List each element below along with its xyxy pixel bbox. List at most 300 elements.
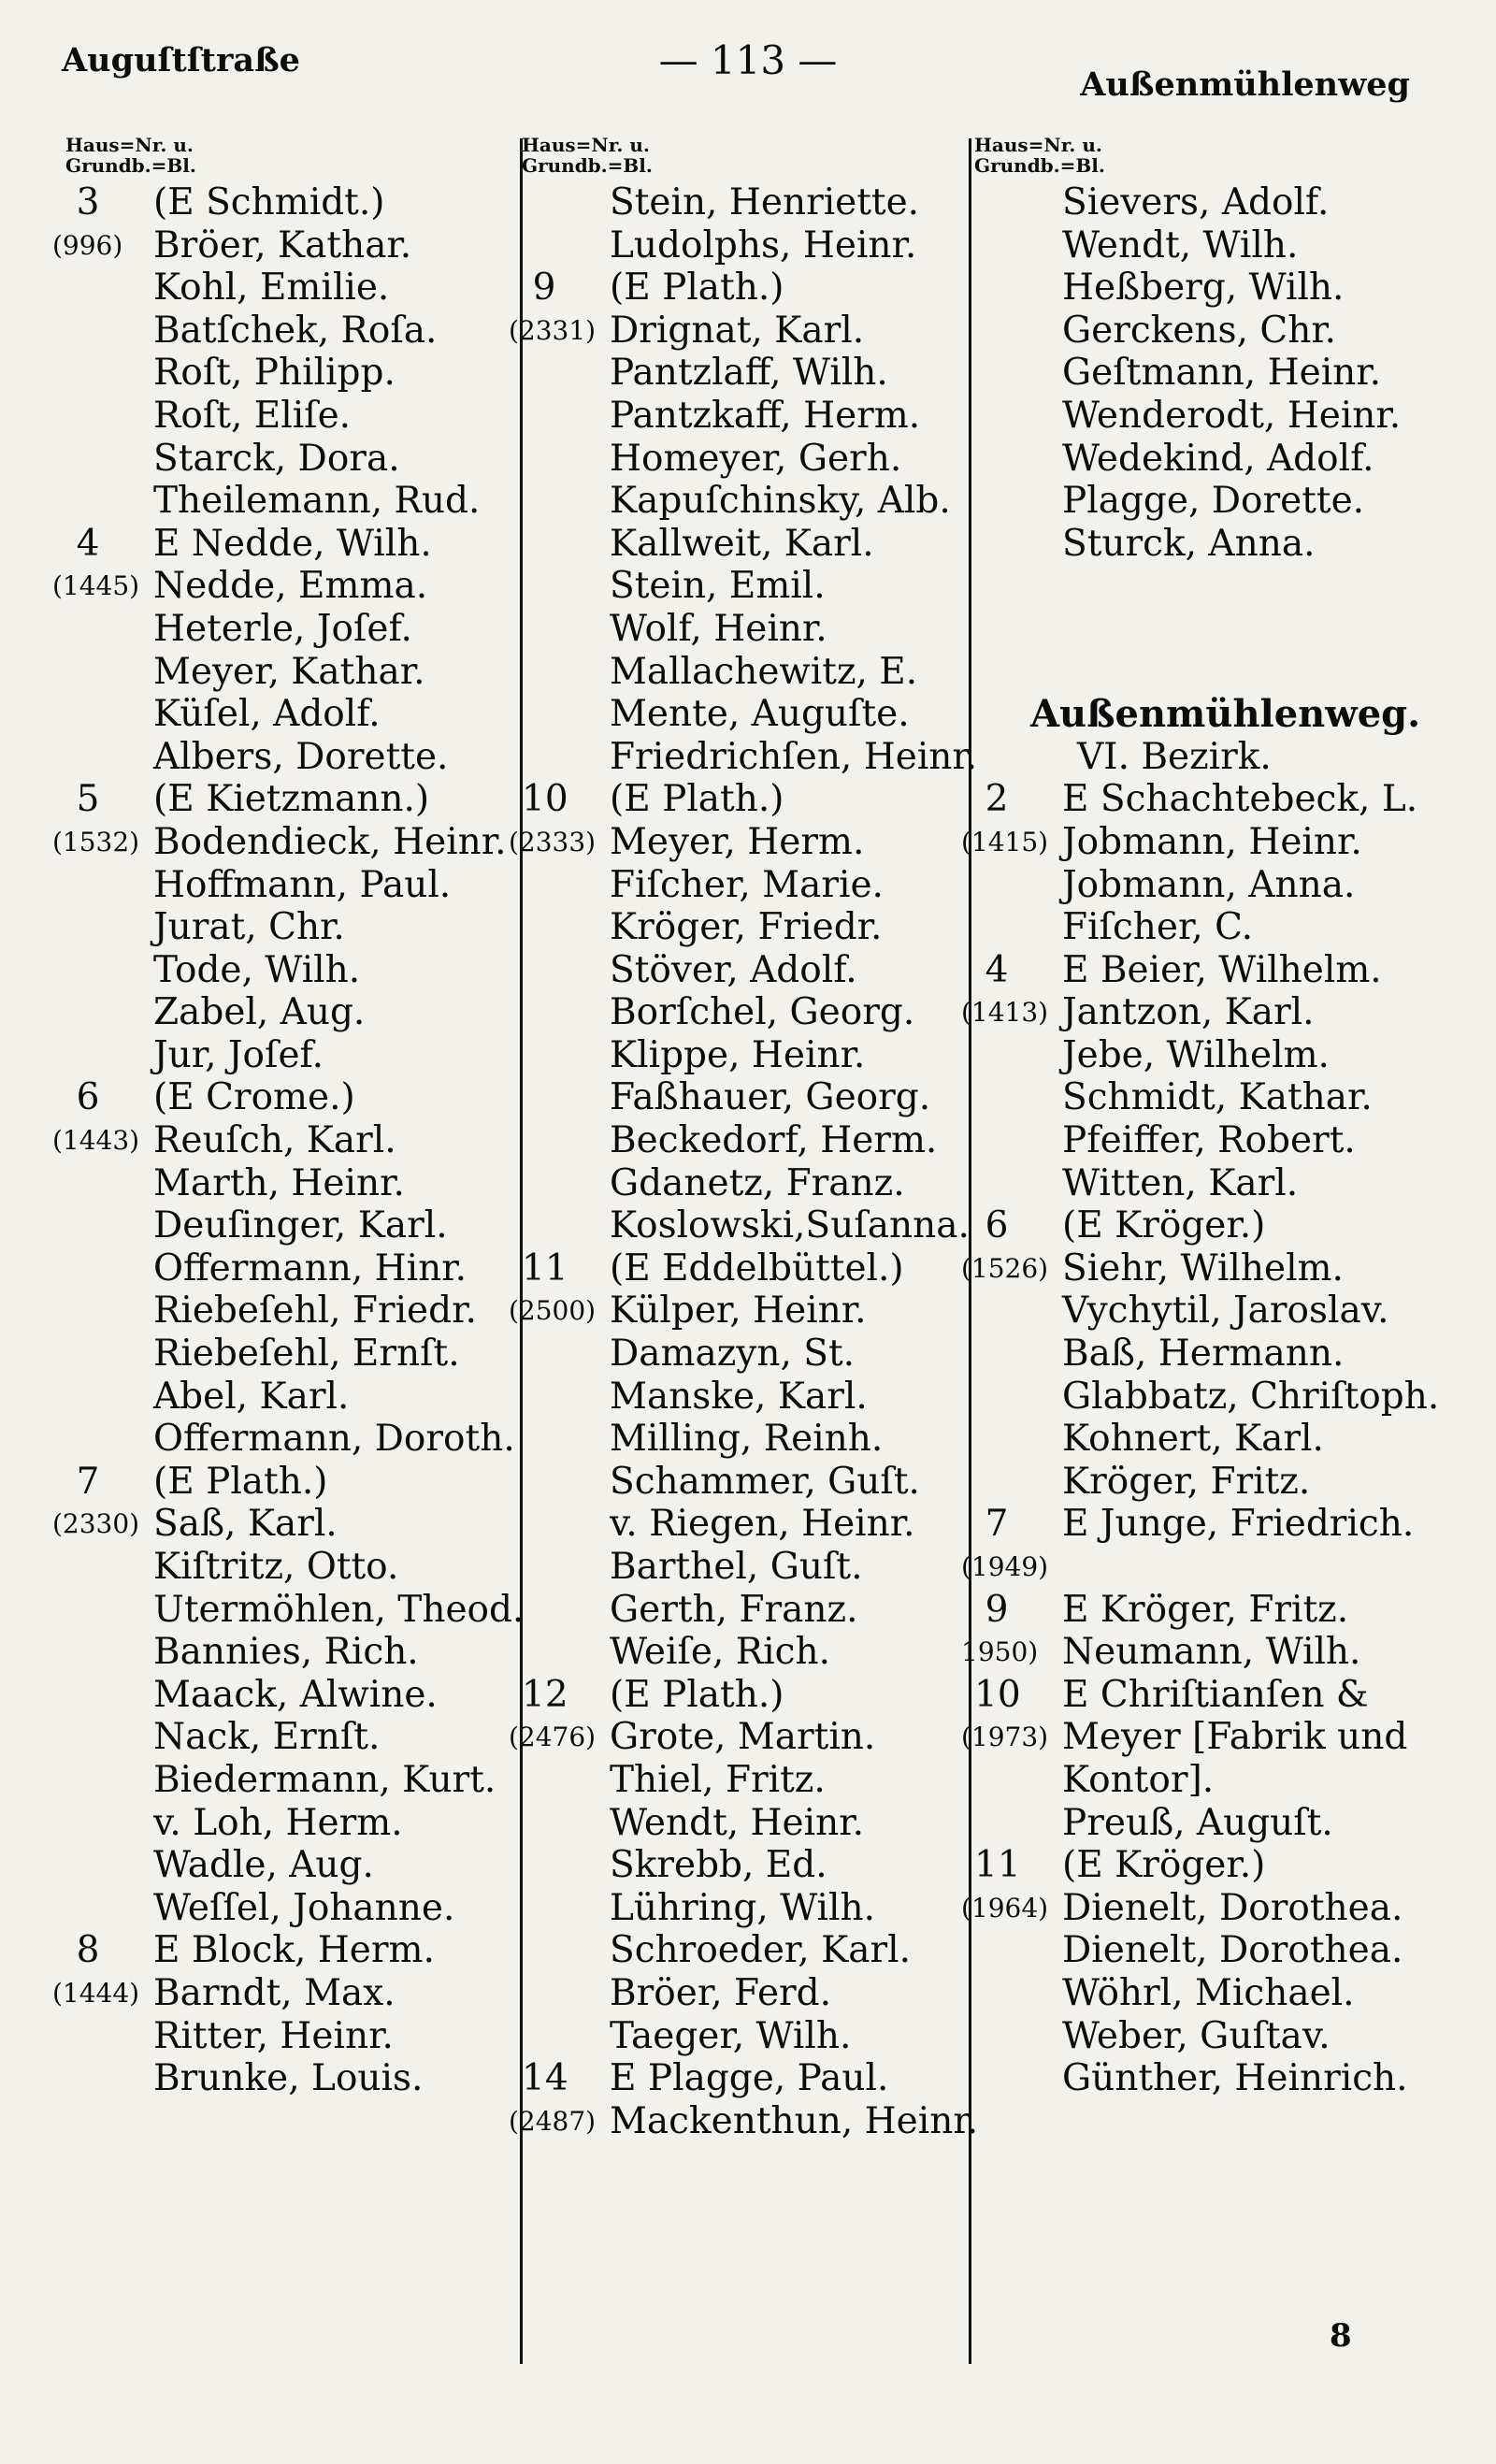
resident-name: Homeyer, Gerh. — [610, 437, 902, 480]
list-item — [974, 181, 1442, 224]
column-3 — [961, 134, 1442, 2100]
resident-name: Abel, Karl. — [153, 1375, 350, 1418]
resident-name: Damazyn, St. — [610, 1333, 856, 1376]
list-item — [65, 1333, 514, 1376]
resident-name: Gerckens, Chr. — [1062, 309, 1337, 352]
list-item — [65, 1674, 514, 1717]
resident-name: Witten, Karl. — [1062, 1161, 1299, 1204]
house-number: 9 — [985, 1588, 1009, 1631]
resident-name: Mente, Auguſte. — [610, 693, 910, 736]
resident-name: Günther, Heinrich. — [1062, 2057, 1408, 2100]
list-item — [522, 1589, 971, 1632]
street-header-left: Auguſtſtraße — [62, 41, 300, 79]
resident-name: (E Crome.) — [153, 1076, 355, 1119]
resident-name: E Beier, Wilhelm. — [1062, 948, 1382, 991]
resident-name: Schroeder, Karl. — [610, 1929, 911, 1972]
register-number: (2331) — [509, 314, 597, 346]
resident-name: (E Schmidt.) — [153, 181, 385, 223]
resident-name: Saß, Karl. — [153, 1503, 338, 1546]
resident-name: Neumann, Wilh. — [1062, 1631, 1361, 1674]
list-item — [65, 2057, 514, 2100]
register-number: (2487) — [509, 2105, 597, 2137]
list-item — [974, 1461, 1442, 1504]
resident-name: Offermann, Hinr. — [153, 1246, 468, 1290]
house-number: 6 — [985, 1204, 1009, 1247]
resident-name: Kohl, Emilie. — [153, 267, 390, 310]
resident-name: Wolf, Heinr. — [610, 607, 827, 650]
resident-name: Barndt, Max. — [153, 1971, 396, 2014]
resident-name: (E Kietzmann.) — [153, 778, 430, 821]
house-number: 14 — [522, 2057, 568, 2100]
resident-name: Beckedorf, Herm. — [610, 1119, 938, 1162]
list-item — [522, 1119, 971, 1162]
list-item — [522, 352, 971, 395]
resident-name: Dienelt, Dorothea. — [1062, 1929, 1403, 1972]
page-number: — 113 — — [658, 37, 838, 83]
list-item — [522, 565, 971, 608]
list-item — [522, 693, 971, 736]
resident-name: Külper, Heinr. — [610, 1290, 867, 1333]
house-number: 10 — [974, 1673, 1021, 1716]
register-number: (1445) — [52, 570, 140, 602]
resident-name: Kiſtritz, Otto. — [153, 1546, 399, 1588]
resident-name: Glabbatz, Chriſtoph. — [1062, 1375, 1440, 1418]
list-item — [961, 1716, 1442, 1759]
list-item — [974, 1674, 1442, 1717]
list-item — [522, 1076, 971, 1119]
list-item — [522, 1631, 971, 1674]
list-item — [522, 1972, 971, 2015]
list-item — [522, 1887, 971, 1930]
house-number: 4 — [76, 522, 100, 565]
register-number: (1444) — [52, 1977, 140, 2009]
resident-name: Jobmann, Heinr. — [1062, 820, 1362, 863]
list-item — [52, 223, 514, 267]
resident-name: Bröer, Kathar. — [153, 223, 412, 267]
list-item — [974, 1972, 1442, 2015]
resident-name: Schmidt, Kathar. — [1062, 1076, 1373, 1119]
list-item — [65, 651, 514, 694]
list-item — [522, 735, 978, 779]
register-number: (1964) — [961, 1892, 1049, 1924]
resident-name: Taeger, Wilh. — [610, 2014, 852, 2057]
resident-name: Fiſcher, Marie. — [610, 863, 884, 906]
list-item — [522, 1204, 971, 1247]
list-item — [974, 438, 1442, 481]
register-number: (1443) — [52, 1125, 140, 1157]
list-item — [522, 1674, 971, 1717]
list-item — [974, 1333, 1442, 1376]
list-item — [65, 1290, 514, 1333]
list-item — [974, 480, 1442, 523]
resident-name: Riebeſehl, Friedr. — [153, 1290, 477, 1333]
resident-name: v. Loh, Herm. — [153, 1801, 403, 1844]
house-number: 12 — [522, 1673, 568, 1716]
spacer — [974, 608, 1442, 651]
list-item — [65, 608, 514, 651]
resident-name: Koslowski,Suſanna. — [610, 1204, 970, 1247]
list-item — [974, 778, 1442, 821]
list-item — [65, 1162, 514, 1205]
resident-name: Gdanetz, Franz. — [610, 1161, 905, 1204]
list-item — [522, 1929, 971, 1972]
resident-name: Vychytil, Jaroslav. — [1062, 1290, 1389, 1333]
list-item — [522, 651, 971, 694]
house-number: 11 — [522, 1246, 568, 1290]
resident-name: Klippe, Heinr. — [610, 1033, 866, 1076]
house-number: 4 — [985, 948, 1009, 991]
list-item — [974, 310, 1442, 353]
list-item — [961, 991, 1442, 1034]
column-heading: Haus=Nr. u. Grundb.=Bl. — [65, 134, 196, 177]
resident-name: Ludolphs, Heinr. — [610, 223, 917, 267]
resident-name: Biedermann, Kurt. — [153, 1758, 496, 1801]
resident-name: Wöhrl, Michael. — [1062, 1971, 1355, 2014]
list-item — [52, 1503, 514, 1546]
resident-name: E Plagge, Paul. — [610, 2057, 889, 2100]
list-item — [974, 395, 1442, 438]
list-item — [65, 480, 514, 523]
resident-name: Schammer, Guſt. — [610, 1460, 920, 1503]
list-item — [65, 693, 514, 736]
list-item — [65, 864, 514, 907]
resident-name: Borſchel, Georg. — [610, 991, 915, 1034]
list-item — [974, 1844, 1442, 1887]
resident-name: E Junge, Friedrich. — [1062, 1503, 1415, 1546]
list-item — [974, 224, 1442, 267]
resident-name: Hoffmann, Paul. — [153, 863, 452, 906]
resident-name: Grote, Martin. — [610, 1716, 876, 1759]
resident-name: Starck, Dora. — [153, 437, 400, 480]
resident-name: Bannies, Rich. — [153, 1631, 419, 1674]
column-2 — [509, 134, 979, 2142]
resident-name: Marth, Heinr. — [153, 1161, 405, 1204]
resident-name: Siehr, Wilhelm. — [1062, 1246, 1344, 1290]
list-item — [974, 736, 1442, 779]
house-number: 8 — [76, 1929, 100, 1972]
resident-name: Jurat, Chr. — [153, 906, 345, 949]
list-item — [974, 1503, 1442, 1546]
list-item — [961, 1246, 1442, 1290]
resident-name: Wadle, Aug. — [153, 1844, 374, 1887]
list-item — [522, 949, 971, 992]
house-number: 9 — [532, 267, 556, 310]
street-header-right: Außenmühlenweg — [1080, 65, 1410, 104]
list-item — [961, 1546, 1442, 1589]
list-item — [974, 906, 1442, 949]
resident-name: Barthel, Guſt. — [610, 1546, 863, 1588]
resident-name: E Nedde, Wilh. — [153, 522, 432, 565]
register-number: (1415) — [961, 826, 1049, 857]
list-item — [974, 1076, 1442, 1119]
resident-name: Faßhauer, Georg. — [610, 1076, 931, 1119]
house-number: 5 — [76, 778, 100, 821]
resident-name: Meyer, Herm. — [610, 820, 865, 863]
resident-name: Weiſe, Rich. — [610, 1631, 830, 1674]
list-item — [65, 1034, 514, 1077]
list-item — [52, 565, 514, 608]
list-item — [974, 523, 1442, 566]
signature-mark: 8 — [1330, 2317, 1352, 2355]
resident-name: Offermann, Doroth. — [153, 1418, 515, 1461]
house-number: 3 — [76, 181, 100, 223]
list-item — [522, 267, 971, 310]
list-item — [65, 1546, 514, 1589]
resident-name: Thiel, Fritz. — [610, 1758, 826, 1801]
list-item — [522, 1376, 971, 1419]
list-item — [522, 1503, 971, 1546]
resident-name: E Kröger, Fritz. — [1062, 1588, 1349, 1631]
register-number: (2500) — [509, 1295, 597, 1327]
list-item — [65, 310, 514, 353]
house-number: 10 — [522, 778, 568, 821]
resident-name: Jantzon, Karl. — [1062, 991, 1315, 1034]
column-2-entries — [509, 181, 979, 2142]
list-item — [522, 1418, 971, 1461]
resident-name: Kallweit, Karl. — [610, 522, 874, 565]
house-number: 11 — [974, 1844, 1021, 1887]
resident-name: (E Plath.) — [610, 267, 784, 310]
resident-name: Brunke, Louis. — [153, 2057, 424, 2100]
resident-name: Nack, Ernſt. — [153, 1716, 381, 1759]
list-item — [522, 778, 971, 821]
resident-name: Meyer [Fabrik und — [1062, 1716, 1408, 1759]
column-heading: Haus=Nr. u. Grundb.=Bl. — [522, 134, 653, 177]
list-item — [65, 1204, 514, 1247]
list-item — [974, 352, 1442, 395]
resident-name: (E Kröger.) — [1062, 1844, 1266, 1887]
list-item — [522, 1034, 971, 1077]
list-item — [65, 736, 514, 779]
resident-name: Ritter, Heinr. — [153, 2014, 394, 2057]
resident-name: Drignat, Karl. — [610, 309, 865, 352]
resident-name: Heterle, Joſef. — [153, 607, 412, 650]
resident-name: Wedekind, Adolf. — [1062, 437, 1374, 480]
resident-name: Pantzkaff, Herm. — [610, 394, 921, 437]
resident-name: Jur, Joſef. — [153, 1033, 324, 1076]
resident-name: Nedde, Emma. — [153, 565, 428, 608]
resident-name: Stöver, Adolf. — [610, 948, 857, 991]
list-item — [65, 906, 514, 949]
list-item — [522, 395, 971, 438]
list-item — [65, 1887, 514, 1930]
resident-name: Küſel, Adolf. — [153, 693, 381, 736]
resident-name: E Chriſtianſen & — [1062, 1673, 1369, 1716]
list-item — [522, 906, 971, 949]
resident-name: Friedrichſen, Heinr. — [610, 735, 978, 778]
house-number: 7 — [76, 1460, 100, 1503]
list-item — [974, 1034, 1442, 1077]
resident-name: Roſt, Eliſe. — [153, 394, 352, 437]
house-number: 6 — [76, 1076, 100, 1119]
resident-name: Utermöhlen, Theod. — [153, 1588, 525, 1631]
list-item — [522, 864, 971, 907]
list-item — [509, 309, 971, 353]
list-item — [974, 1418, 1442, 1461]
list-item — [974, 1162, 1442, 1205]
register-number: (1413) — [961, 997, 1049, 1029]
resident-name: Gerth, Franz. — [610, 1588, 858, 1631]
resident-name: Reuſch, Karl. — [153, 1119, 396, 1162]
list-item — [961, 1886, 1442, 1930]
list-item — [65, 2015, 514, 2058]
list-item — [522, 2015, 971, 2058]
resident-name: Jebe, Wilhelm. — [1062, 1033, 1330, 1076]
resident-name: (E Plath.) — [610, 778, 784, 821]
resident-name: v. Riegen, Heinr. — [610, 1503, 915, 1546]
list-item — [522, 181, 971, 224]
list-item — [974, 1589, 1442, 1632]
resident-name: Roſt, Philipp. — [153, 352, 396, 395]
register-number: (1973) — [961, 1722, 1049, 1753]
resident-name: Milling, Reinh. — [610, 1418, 884, 1461]
list-item — [974, 693, 1442, 736]
list-item — [522, 1802, 971, 1845]
column-1-entries — [52, 181, 525, 2100]
resident-name: Maack, Alwine. — [153, 1673, 438, 1716]
list-item — [522, 1546, 971, 1589]
list-item — [974, 1802, 1442, 1845]
list-item — [65, 1631, 514, 1674]
resident-name: Stein, Henriette. — [610, 181, 920, 223]
list-item — [974, 1376, 1442, 1419]
list-item — [522, 1461, 971, 1504]
resident-name: Baß, Hermann. — [1062, 1333, 1345, 1376]
list-item — [65, 1802, 514, 1845]
resident-name: Kröger, Friedr. — [610, 906, 883, 949]
list-item — [65, 778, 514, 821]
resident-name: Plagge, Dorette. — [1062, 480, 1365, 523]
list-item — [65, 523, 514, 566]
list-item — [961, 820, 1442, 864]
list-item — [65, 438, 514, 481]
register-number: (2330) — [52, 1508, 140, 1540]
list-item — [522, 2057, 971, 2100]
resident-name: Dienelt, Dorothea. — [1062, 1886, 1403, 1929]
list-item — [522, 1333, 971, 1376]
section-title: Außenmühlenweg. — [1030, 692, 1421, 737]
register-number: (2476) — [509, 1722, 597, 1753]
list-item — [522, 1844, 971, 1887]
list-item — [974, 2057, 1442, 2100]
resident-name: Preuß, Auguſt. — [1062, 1801, 1333, 1844]
list-item — [52, 820, 514, 864]
list-item — [522, 224, 971, 267]
register-number: (2333) — [509, 826, 597, 857]
resident-name: Lühring, Wilh. — [610, 1886, 875, 1929]
list-item — [522, 608, 971, 651]
list-item — [961, 1631, 1442, 1674]
register-number: (1949) — [961, 1551, 1049, 1582]
resident-name: Jobmann, Anna. — [1062, 863, 1356, 906]
column-3-entries — [961, 181, 1442, 2100]
column-1 — [52, 134, 525, 2100]
resident-name: Bröer, Ferd. — [610, 1971, 832, 2014]
list-item — [65, 181, 514, 224]
list-item — [65, 1418, 514, 1461]
resident-name: Meyer, Kathar. — [153, 650, 425, 693]
list-item — [974, 2015, 1442, 2058]
resident-name: Mallachewitz, E. — [610, 650, 918, 693]
list-item — [509, 2099, 979, 2143]
resident-name: Pantzlaff, Wilh. — [610, 352, 888, 395]
resident-name: E Schachtebeck, L. — [1062, 778, 1418, 821]
spacer — [974, 651, 1442, 694]
resident-name: Skrebb, Ed. — [610, 1844, 827, 1887]
list-item — [974, 267, 1442, 310]
house-number: 7 — [985, 1503, 1009, 1546]
list-item — [65, 991, 514, 1034]
resident-name: Geſtmann, Heinr. — [1062, 352, 1382, 395]
list-item — [65, 949, 514, 992]
register-number: (1532) — [52, 826, 140, 857]
list-item — [974, 1119, 1442, 1162]
resident-name: Kontor]. — [1062, 1758, 1215, 1801]
list-item — [65, 1247, 514, 1290]
resident-name: (E Kröger.) — [1062, 1204, 1266, 1247]
resident-name: Wendt, Wilh. — [1062, 223, 1299, 267]
resident-name: Bodendieck, Heinr. — [153, 820, 507, 863]
list-item — [65, 1588, 525, 1632]
list-item — [509, 1716, 971, 1759]
resident-name: Mackenthun, Heinr. — [610, 2099, 979, 2142]
list-item — [65, 1461, 514, 1504]
list-item — [65, 1929, 514, 1972]
list-item — [522, 991, 971, 1034]
list-item — [522, 1247, 971, 1290]
register-number: 1950) — [961, 1636, 1039, 1668]
district-label: VI. Bezirk. — [1077, 735, 1272, 778]
list-item — [65, 352, 514, 395]
resident-name: (E Plath.) — [610, 1673, 784, 1716]
resident-name: Manske, Karl. — [610, 1375, 868, 1418]
resident-name: Zabel, Aug. — [153, 991, 366, 1034]
resident-name: Tode, Wilh. — [153, 948, 361, 991]
register-number: (1526) — [961, 1252, 1049, 1284]
list-item — [522, 1759, 971, 1802]
resident-name: Deuſinger, Karl. — [153, 1204, 448, 1247]
list-item — [509, 1290, 971, 1333]
resident-name: Riebeſehl, Ernſt. — [153, 1333, 460, 1376]
list-item — [65, 1716, 514, 1759]
list-item — [52, 1971, 514, 2015]
list-item — [522, 523, 971, 566]
spacer — [974, 565, 1442, 608]
resident-name: Wendt, Heinr. — [610, 1801, 864, 1844]
resident-name: E Block, Herm. — [153, 1929, 435, 1972]
resident-name: Fiſcher, C. — [1062, 906, 1254, 949]
list-item — [974, 949, 1442, 992]
house-number: 2 — [985, 778, 1009, 821]
list-item — [974, 1290, 1442, 1333]
list-item — [522, 438, 971, 481]
list-item — [974, 864, 1442, 907]
resident-name: Wenderodt, Heinr. — [1062, 394, 1402, 437]
list-item — [52, 1119, 514, 1162]
list-item — [65, 1759, 514, 1802]
list-item — [974, 1929, 1442, 1972]
resident-name: (E Eddelbüttel.) — [610, 1246, 904, 1290]
list-item — [522, 1162, 971, 1205]
column-heading: Haus=Nr. u. Grundb.=Bl. — [974, 134, 1105, 177]
list-item — [65, 395, 514, 438]
resident-name: Batſchek, Roſa. — [153, 309, 438, 352]
list-item — [65, 1076, 514, 1119]
list-item — [974, 1204, 1442, 1247]
resident-name: Pfeiffer, Robert. — [1062, 1119, 1356, 1162]
list-item — [522, 480, 971, 523]
resident-name: Kapuſchinsky, Alb. — [610, 480, 951, 523]
